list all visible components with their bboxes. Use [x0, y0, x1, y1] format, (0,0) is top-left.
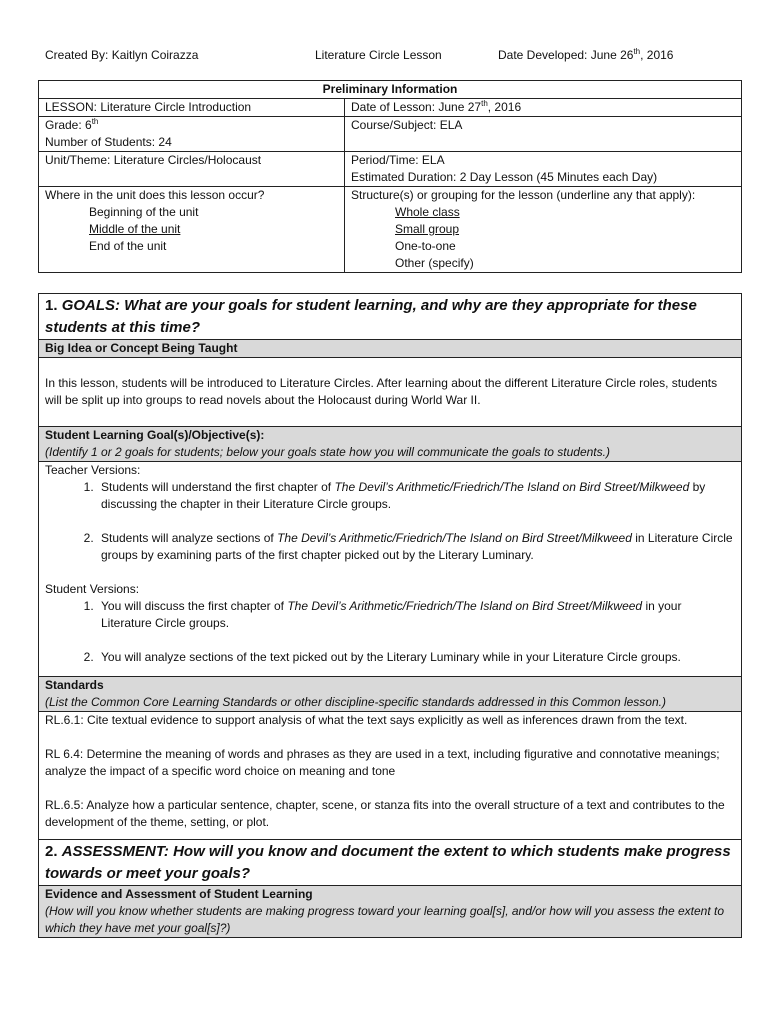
- standards-instructions: (List the Common Core Learning Standards or other discipline-specific standards addressed in this Common lesson.): [45, 695, 666, 709]
- course-subject: Course/Subject: ELA: [345, 117, 742, 152]
- big-idea-text: In this lesson, students will be introduced to Literature Circles. After learning about the different Literature Circle roles, students will be split up into groups to read novels about the Holocaust during World War II.: [39, 358, 742, 427]
- assessment-heading: 2. ASSESSMENT: How will you know and document the extent to which students make progress towards or meet your goals?: [39, 840, 742, 886]
- period-cell: [345, 152, 742, 187]
- goals-heading: 1. GOALS: What are your goals for student learning, and why are they appropriate for these students at this time?: [39, 294, 742, 340]
- goals-content: [39, 462, 742, 677]
- preliminary-title: Preliminary Information: [39, 81, 742, 99]
- grouping-option-whole-class: Whole class: [395, 205, 460, 219]
- unit-option-end: End of the unit: [89, 239, 167, 253]
- evidence-instructions: (How will you know whether students are making progress toward your learning goal[s], and/or how will you assess the extent to which they have met your goal[s]?): [45, 904, 725, 935]
- lesson-name: LESSON: Literature Circle Introduction: [39, 99, 345, 117]
- teacher-goal-2: 2. Students will analyze sections of The Devil’s Arithmetic/Friedrich/The Island on Bird Street/Milkweed in Literature Circle groups by examining parts of the first chapter picked out by the Literary Luminary.: [97, 530, 735, 564]
- standard-rl-6-5: RL.6.5: Analyze how a particular sentence, chapter, scene, or stanza fits into the overall structure of a text and contributes to the development of the theme, setting, or plot.: [45, 798, 725, 829]
- standard-rl-6-1: RL.6.1: Cite textual evidence to support analysis of what the text says explicitly as well as inferences drawn from the text.: [45, 713, 688, 727]
- unit-option-beginning: Beginning of the unit: [89, 205, 199, 219]
- standard-rl-6-4: RL 6.4: Determine the meaning of words and phrases as they are used in a text, including figurative and connotative meanings; analyze the impact of a specific word choice on meaning and tone: [45, 747, 720, 778]
- lesson-plan-table: [38, 293, 742, 938]
- grade-cell: [39, 117, 345, 152]
- learning-goals-label-cell: [39, 427, 742, 462]
- estimated-duration: Estimated Duration: 2 Day Lesson (45 Minutes each Day): [351, 170, 658, 184]
- preliminary-table: [38, 80, 742, 273]
- number-of-students: Number of Students: 24: [45, 135, 172, 149]
- grade: Grade: 6th: [45, 117, 99, 132]
- lesson-date: Date of Lesson: June 27th, 2016: [345, 99, 742, 117]
- standards-content: [39, 712, 742, 840]
- created-by: Created By: Kaitlyn Coirazza: [45, 48, 199, 62]
- student-goal-1: 1. You will discuss the first chapter of The Devil’s Arithmetic/Friedrich/The Island on Bird Street/Milkweed in your Literature Circle groups.: [97, 598, 735, 632]
- unit-position-question: Where in the unit does this lesson occur?: [45, 188, 265, 202]
- period-time: Period/Time: ELA: [351, 153, 445, 167]
- learning-goals-label: Student Learning Goal(s)/Objective(s):: [45, 428, 265, 442]
- grouping-option-other: Other (specify): [395, 256, 474, 270]
- learning-goals-instructions: (Identify 1 or 2 goals for students; below your goals state how you will communicate the goals to students.): [45, 445, 610, 459]
- standards-label: Standards: [45, 678, 104, 692]
- date-developed: Date Developed: June 26th, 2016: [498, 47, 674, 62]
- grouping-question: Structure(s) or grouping for the lesson (underline any that apply):: [351, 188, 696, 202]
- unit-position-cell: [39, 187, 345, 273]
- teacher-goal-1: 1. Students will understand the first chapter of The Devil’s Arithmetic/Friedrich/The Island on Bird Street/Milkweed by discussing the chapter in their Literature Circle groups.: [97, 479, 735, 513]
- standards-label-cell: [39, 677, 742, 712]
- grouping-cell: [345, 187, 742, 273]
- grouping-option-small-group: Small group: [395, 222, 460, 236]
- student-goal-2: 2. You will analyze sections of the text picked out by the Literary Luminary while in your Literature Circle groups.: [97, 649, 735, 666]
- unit-option-middle: Middle of the unit: [89, 222, 181, 236]
- big-idea-label: Big Idea or Concept Being Taught: [39, 340, 742, 358]
- document-title: Literature Circle Lesson: [315, 48, 442, 62]
- grouping-option-one-to-one: One-to-one: [395, 239, 456, 253]
- teacher-versions-label: Teacher Versions:: [45, 463, 141, 477]
- student-versions-label: Student Versions:: [45, 582, 140, 596]
- unit-theme: Unit/Theme: Literature Circles/Holocaust: [39, 152, 345, 187]
- evidence-label: Evidence and Assessment of Student Learning: [45, 887, 313, 901]
- evidence-label-cell: [39, 886, 742, 938]
